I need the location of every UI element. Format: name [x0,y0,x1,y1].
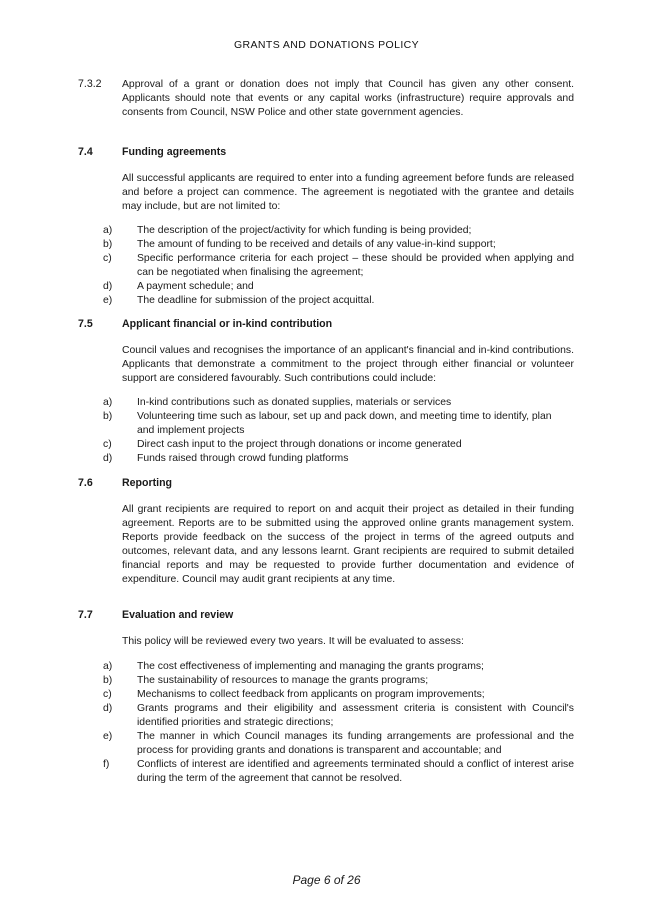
list-item: c) Specific performance criteria for each project – these should be provided when applying and can be negotiated when finalising the agreement; [103,253,574,278]
section-7-4-intro: All successful applicants are required to enter into a funding agreement before funds are released and before a project can commence. The agreement is negotiated with the grantee and details may include, but are not limited to: [122,173,574,212]
section-7-3-2-text: Approval of a grant or donation does not imply that Council has given any other consent. Applicants should note that events or any capital works (infrastructure) require approvals and consents from Council, NSW Police and other state government agencies. [122,79,574,118]
list-item: d) Grants programs and their eligibility and assessment criteria is consistent with Council's identified priorities and strategic directions; [103,703,574,728]
list-item: b) Volunteering time such as labour, set up and pack down, and meeting time to identify, plan and implement projects [103,411,552,436]
section-7-5-intro: Council values and recognises the importance of an applicant's financial and in-kind contributions. Applicants that demonstrate a commitment to the project through either financial or volunteer support are considered favourably. Such contributions could include: [122,345,574,384]
section-number-7-3-2: 7.3.2 [78,78,102,90]
section-heading-evaluation-review: Evaluation and review [122,609,234,621]
list-item: e) The manner in which Council manages its funding arrangements are professional and the process for providing grants and donations is transparent and accountable; and [103,731,574,756]
section-heading-reporting: Reporting [122,477,173,489]
list-item: d) A payment schedule; and [103,281,254,292]
section-number-7-4: 7.4 [78,146,93,158]
page-header: GRANTS AND DONATIONS POLICY [233,39,420,51]
section-number-7-5: 7.5 [78,318,93,330]
list-item: d) Funds raised through crowd funding platforms [103,453,349,464]
list-item: a) The cost effectiveness of implementing and managing the grants programs; [103,661,484,672]
list-item: c) Mechanisms to collect feedback from applicants on program improvements; [103,689,485,700]
list-item: c) Direct cash input to the project through donations or income generated [103,439,462,450]
list-item: e) The deadline for submission of the project acquittal. [103,295,375,306]
contribution-list [0,396,653,466]
list-item: f) Conflicts of interest are identified and agreements terminated should a conflict of interest arise during the term of the agreement that cannot be resolved. [103,759,574,784]
section-heading-funding-agreements: Funding agreements [122,146,227,158]
section-heading-applicant-contribution: Applicant financial or in-kind contribution [122,318,333,330]
section-number-7-7: 7.7 [78,609,93,621]
section-7-6-text: All grant recipients are required to report on and acquit their project as detailed in their funding agreement. Reports are to be submitted using the approved online grants management system. Reports provide feedback on the success of the project in terms of the agreed outputs and outcomes, relevant data, and any lessons learnt. Grant recipients are required to submit detailed financial reports and may be requested to provide further documentation and evidence of expenditure. Council may audit grant recipients at any time. [122,504,574,585]
section-7-7-intro: This policy will be reviewed every two years. It will be evaluated to assess: [122,636,464,647]
list-item: b) The sustainability of resources to manage the grants programs; [103,675,429,686]
page-number: Page 6 of 26 [292,873,361,887]
list-item: a) In-kind contributions such as donated supplies, materials or services [103,397,452,408]
list-item: a) The description of the project/activity for which funding is being provided; [103,225,472,236]
list-item: b) The amount of funding to be received and details of any value-in-kind support; [103,239,496,250]
section-number-7-6: 7.6 [78,477,93,489]
funding-agreement-list [0,224,653,308]
evaluation-list [0,660,653,786]
